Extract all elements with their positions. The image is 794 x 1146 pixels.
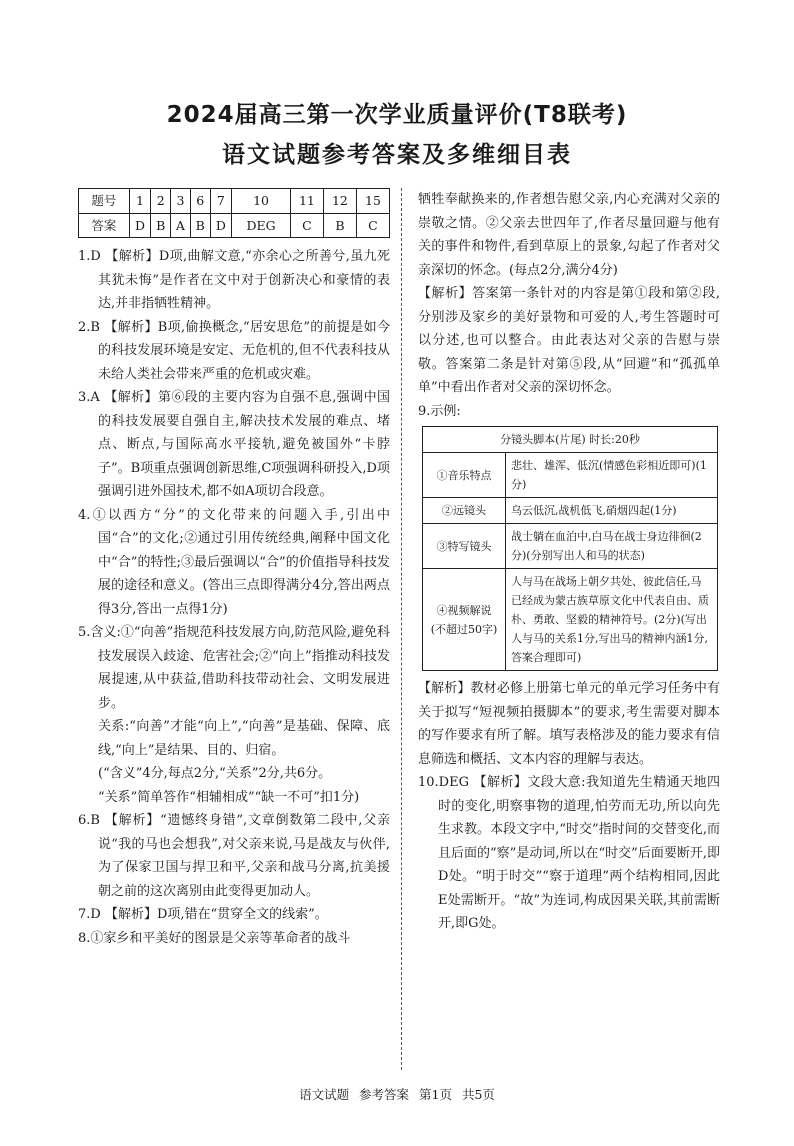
page-footer: 语文试题 参考答案 第1页 共5页 (299, 1087, 495, 1102)
answer-q3: 3.A 【解析】第⑥段的主要内容为自强不息,强调中国的科技发展要自强自主,解决技术发展的难点、堵点、断点,与国际高水平接轨,避免被国外“卡脖子”。B项重点强调创新思维,C项强调科研投入,D项强调引进外国技术,都不如A项切合段意。 (78, 390, 390, 499)
storyboard-key: ①音乐特点 (423, 453, 506, 498)
answer-cell: D (210, 213, 232, 238)
answer-q1: 1.D 【解析】D项,曲解文意,“亦余心之所善兮,虽九死其犹未悔”是作者在文中对于创新决心和豪情的表达,并非指牺牲精神。 (78, 249, 390, 311)
answer-q10: 10.DEG 【解析】文段大意:我知道先生精通天地四时的变化,明察事物的道理,怕劳而无功,所以向先生求教。本段文字中,“时交”指时间的交替变化,而且后面的“察”是动词,所以在“时交”后面要断开,即D处。“明于时交”“察于道理”两个结构相同,因此E处需断开。“故”为连词,构成因果关联,其前需断开,即G处。 (418, 775, 720, 931)
analysis-q9: 【解析】教材必修上册第七单元的单元学习任务中有关于拟写“短视频拍摄脚本”的要求,考生需要对脚本的写作要求有所了解。填写表格涉及的能力要求有信息筛选和概括、文本内容的理解与表达。 (418, 681, 720, 767)
storyboard-key (423, 569, 506, 671)
column-divider (401, 188, 402, 1070)
analysis-q8: 【解析】答案第一条针对的内容是第①段和第②段,分别涉及家乡的美好景物和可爱的人,考生答题时可以分述,也可以整合。由此表达对父亲的告慰与崇敬。答案第二条是针对第⑤段,从“回避”和“孤孤单单”中看出作者对父亲的深切怀念。 (418, 286, 720, 395)
page-title: 2024届高三第一次学业质量评价(T8联考) (166, 102, 628, 128)
answer-q7: 7.D 【解析】D项,错在“贯穿全文的线索”。 (78, 907, 328, 922)
answer-cell: C (356, 213, 389, 238)
answer-cell: B (323, 213, 356, 238)
answer-q4: 4.①以西方“分”的文化带来的问题入手,引出中国“合”的文化;②通过引用传统经典,阐释中国文化中“合”的特性;③最后强调以“合”的价值指导科技发展的途径和意义。(答出三点即得满分4分,答出两点得3分,答出一点得1分) (78, 507, 390, 617)
storyboard-value: 悲壮、雄浑、低沉(情感色彩相近即可)(1分) (506, 453, 718, 498)
answer-q6: 6.B 【解析】“遗憾终身错”,文章倒数第二段中,父亲说“我的马也会想我”,对父亲来说,马是战友与伙伴,为了保家卫国与捍卫和平,父亲和战马分离,抗美援朝之前的这次离别由此变得更加动人。 (78, 813, 390, 899)
answer-table-row-numbers (79, 189, 390, 214)
storyboard-table (422, 426, 718, 671)
answer-table-header-cell: 题号 (79, 189, 130, 214)
storyboard-row (423, 524, 718, 569)
left-column (78, 188, 390, 950)
storyboard-value: 乌云低沉,战机低飞,硝烟四起(1分) (506, 498, 718, 524)
answer-q8-continued: 牺牲奉献换来的,作者想告慰父亲,内心充满对父亲的崇敬之情。②父亲去世四年了,作者尽量回避与他有关的事件和物件,看到草原上的景象,勾起了作者对父亲深切的怀念。(每点2分,满分4分) (418, 192, 720, 278)
storyboard-header: 分镜头脚本(片尾) 时长:20秒 (423, 427, 718, 453)
answer-table-header-cell: 答案 (79, 213, 130, 238)
answer-q9-label: 9.示例: (418, 403, 461, 419)
question-number-cell: 3 (171, 189, 191, 214)
question-number-cell: 6 (190, 189, 210, 214)
question-number-cell: 15 (356, 189, 389, 214)
storyboard-row (423, 569, 718, 671)
storyboard-key: ③特写镜头 (423, 524, 506, 569)
storyboard-row (423, 498, 718, 524)
storyboard-key-label: ④视频解说 (436, 603, 492, 617)
answer-q5-score-note: “关系”简单答作“相辅相成”“缺一不可”扣1分) (98, 789, 360, 805)
answer-q5-relation: 关系:“向善”才能“向上”,“向善”是基础、保障、底线,“向上”是结果、目的、归宿。 (98, 719, 390, 758)
storyboard-value: 战士躺在血泊中,白马在战士身边徘徊(2分)(分别写出人和马的状态) (506, 524, 718, 569)
answer-cell: C (290, 213, 323, 238)
storyboard-row (423, 453, 718, 498)
answer-cell: DEG (232, 213, 291, 238)
answer-q5-score: (“含义”4分,每点2分,“关系”2分,共6分。 (98, 766, 332, 781)
answer-cell: B (190, 213, 210, 238)
answer-table (78, 188, 390, 238)
storyboard-value: 人与马在战场上朝夕共处、彼此信任,马已经成为蒙古族草原文化中代表自由、质朴、勇敢、坚毅的精神符号。(2分)(写出人与马的关系1分,写出马的精神内涵1分,答案合理即可) (506, 569, 718, 671)
question-number-cell: 11 (290, 189, 323, 214)
answer-cell: A (171, 213, 191, 238)
page-subtitle: 语文试题参考答案及多维细目表 (222, 142, 572, 168)
question-number-cell: 2 (151, 189, 171, 214)
question-number-cell: 10 (232, 189, 291, 214)
storyboard-key-note: (不超过50字) (430, 622, 498, 636)
answer-table-row-answers (79, 213, 390, 238)
storyboard-header-row (423, 427, 718, 453)
question-number-cell: 7 (210, 189, 232, 214)
answer-cell: D (129, 213, 151, 238)
answer-q8-start: 8.①家乡和平美好的图景是父亲等革命者的战斗 (78, 930, 351, 946)
question-number-cell: 1 (129, 189, 151, 214)
answer-q2: 2.B 【解析】B项,偷换概念,“居安思危”的前提是如今的科技发展环境是安定、无危机的,但不代表科技从未给人类社会带来严重的危机或灾难。 (78, 319, 390, 382)
question-number-cell: 12 (323, 189, 356, 214)
answer-q5: 5.含义:①“向善”指规范科技发展方向,防范风险,避免科技发展误入歧途、危害社会;②“向上”指推动科技发展提速,从中获益,借助科技带动社会、文明发展进步。 (78, 625, 390, 711)
storyboard-key: ②远镜头 (423, 498, 506, 524)
answer-cell: B (151, 213, 171, 238)
right-column (418, 188, 720, 936)
